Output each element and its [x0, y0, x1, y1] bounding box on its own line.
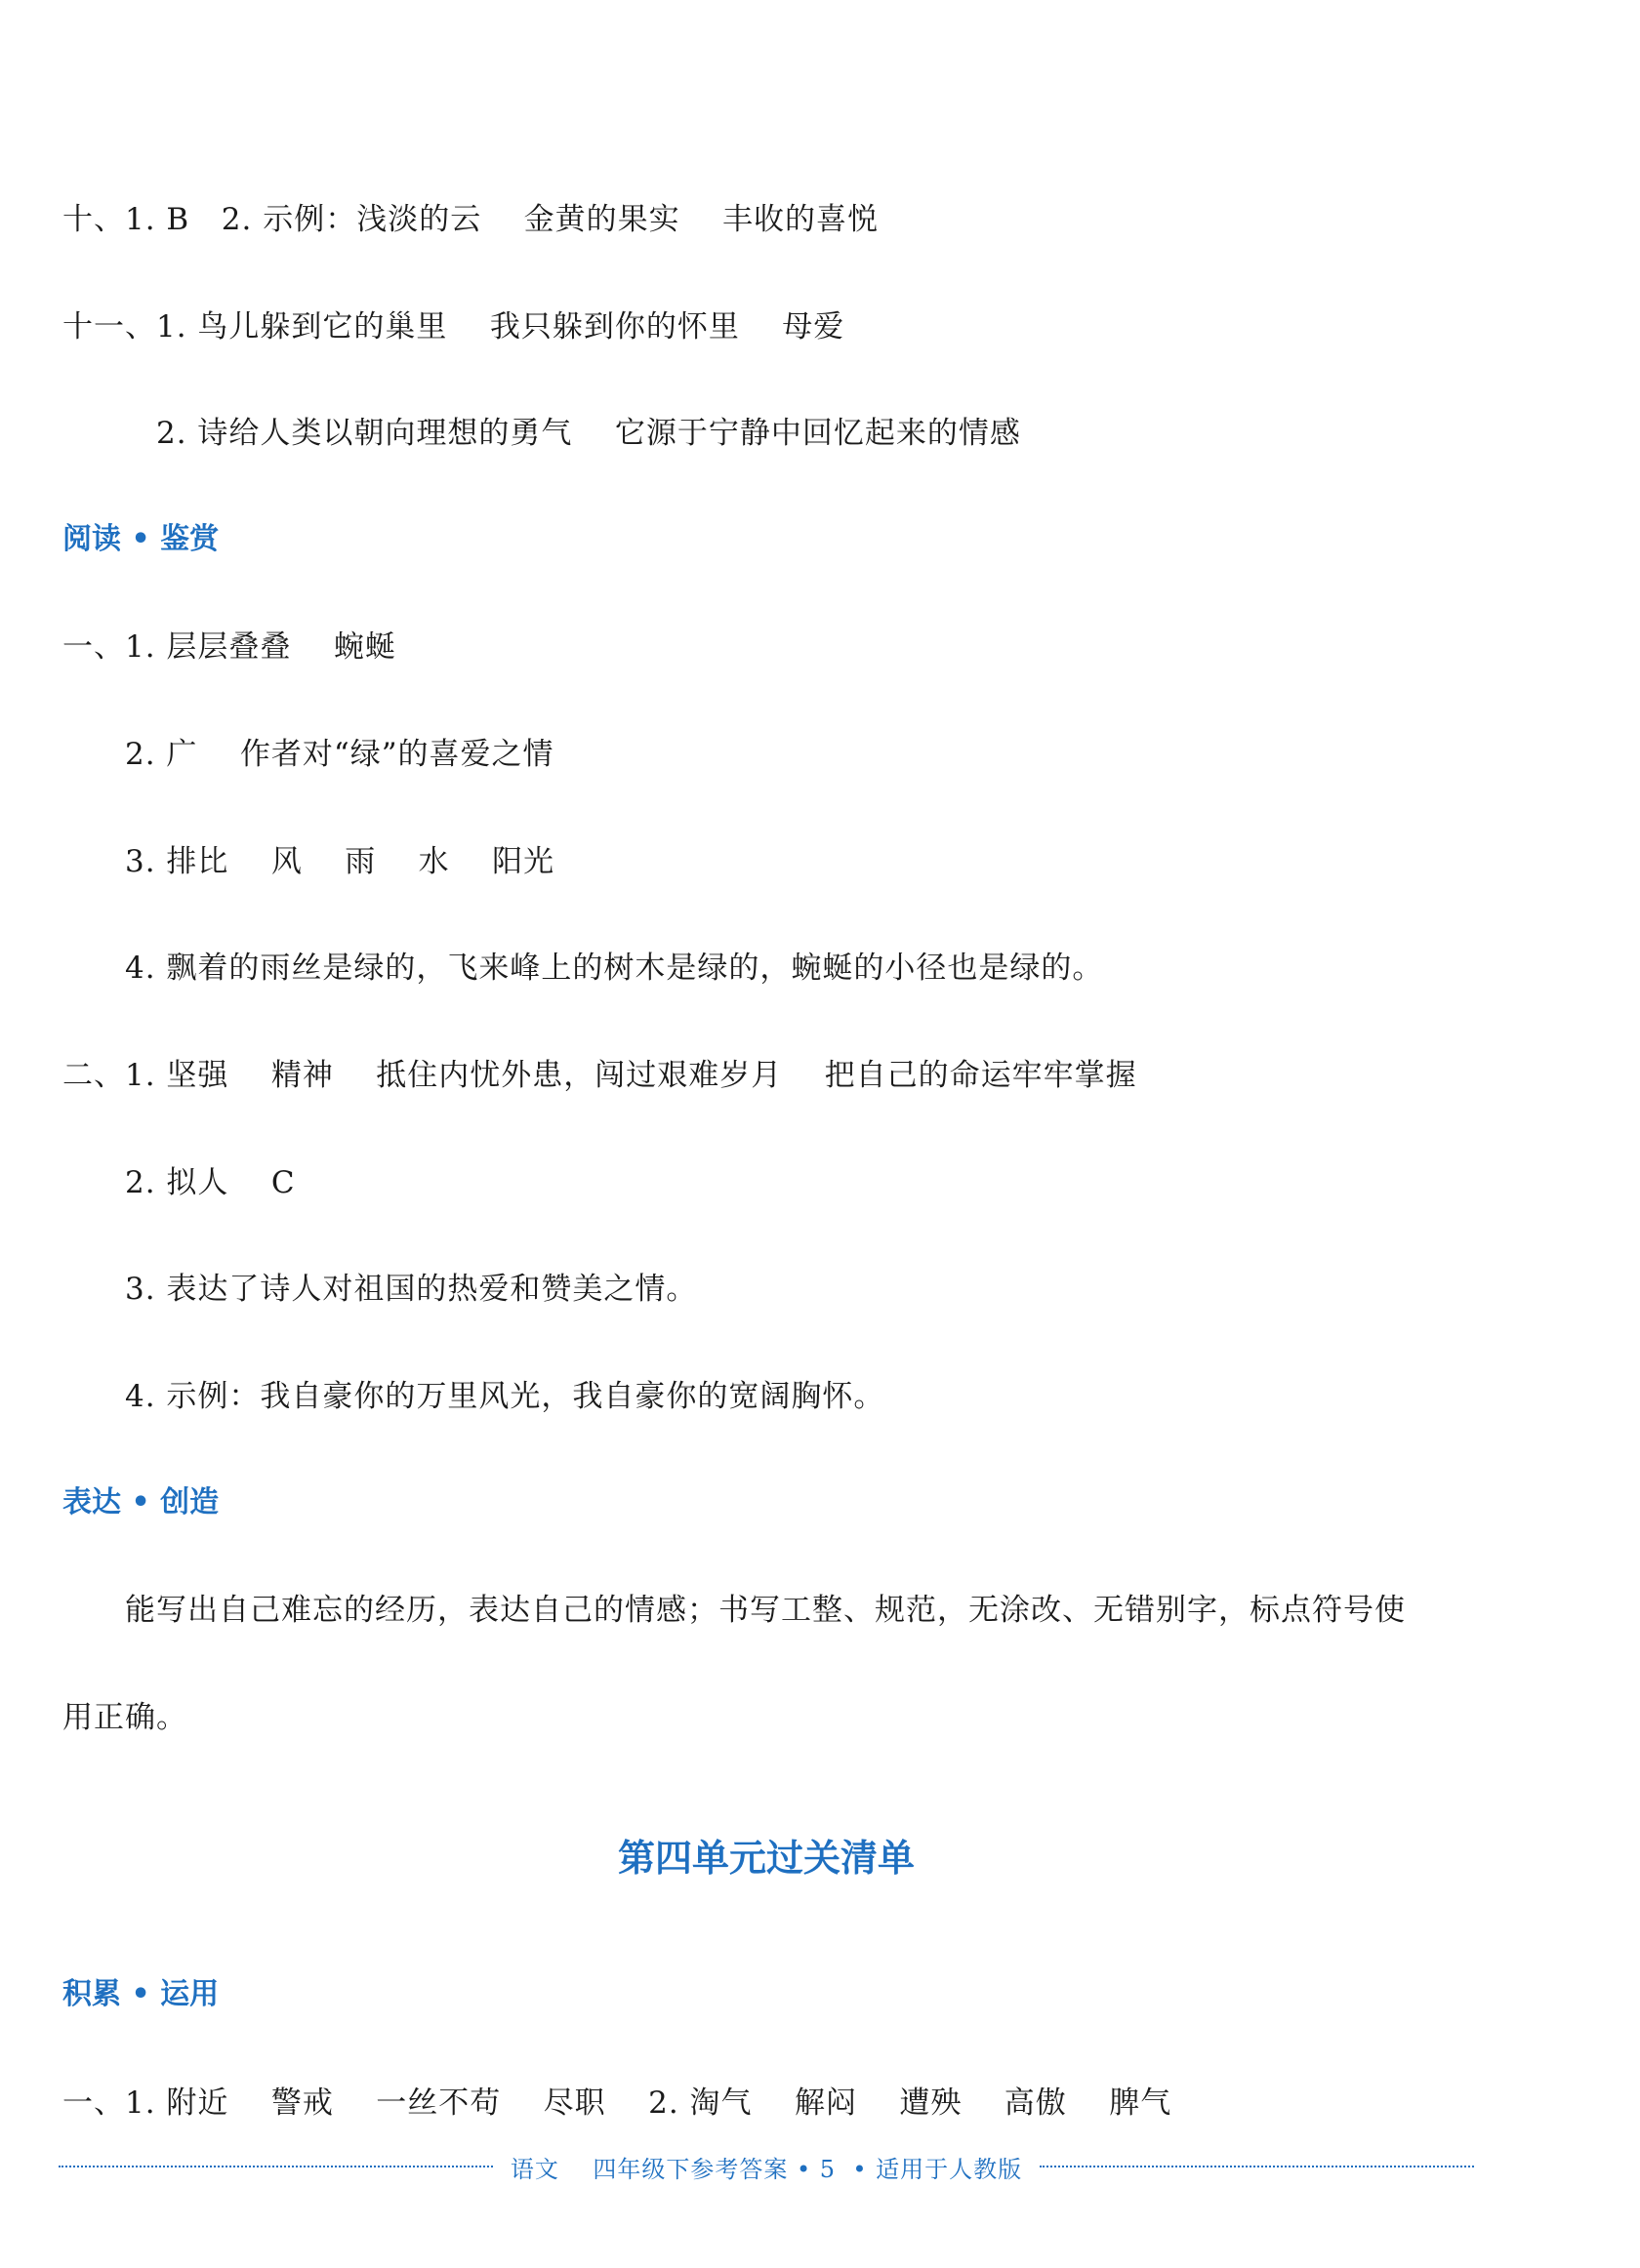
paragraph-line-2: 用正确。 — [62, 1700, 187, 1735]
page-footer — [59, 2147, 1474, 2186]
answer-line-1-1: 一、1. 层层叠叠 蜿蜒 — [62, 629, 396, 665]
footer-dots-right — [1040, 2166, 1474, 2167]
answer-line-2-4: 4. 示例：我自豪你的万里风光，我自豪你的宽阔胸怀。 — [125, 1379, 885, 1414]
answer-line-10: 十、1. B 2. 示例：浅淡的云 金黄的果实 丰收的喜悦 — [62, 202, 880, 237]
answer-line-2-2: 2. 拟人 C — [125, 1165, 296, 1200]
footer-dots-left — [59, 2166, 493, 2167]
answer-line-unit4-1: 一、1. 附近 警戒 一丝不苟 尽职 2. 淘气 解闷 遭殃 高傲 脾气 — [62, 2086, 1172, 2121]
answer-line-11-2: 2. 诗给人类以朝向理想的勇气 它源于宁静中回忆起来的情感 — [156, 416, 1021, 451]
footer-text: 语文 四年级下参考答案 • 5 • 适用于人教版 — [510, 2155, 1023, 2183]
answer-line-1-2: 2. 广 作者对“绿”的喜爱之情 — [125, 737, 554, 772]
answer-line-2-3: 3. 表达了诗人对祖国的热爱和赞美之情。 — [125, 1272, 698, 1307]
paragraph-line-1: 能写出自己难忘的经历，表达自己的情感；书写工整、规范，无涂改、无错别字，标点符号使 — [125, 1593, 1406, 1628]
answer-line-11-1: 十一、1. 鸟儿躲到它的巢里 我只躲到你的怀里 母爱 — [62, 309, 845, 344]
section-heading-reading: 阅读 • 鉴赏 — [62, 522, 220, 556]
section-heading-accumulation: 积累 • 运用 — [62, 1977, 220, 2011]
answer-line-1-4: 4. 飘着的雨丝是绿的，飞来峰上的树木是绿的，蜿蜒的小径也是绿的。 — [125, 951, 1104, 986]
answer-line-2-1: 二、1. 坚强 精神 抵住内忧外患，闯过艰难岁月 把自己的命运牢牢掌握 — [62, 1058, 1137, 1093]
chapter-title: 第四单元过关清单 — [617, 1836, 915, 1880]
answer-line-1-3: 3. 排比 风 雨 水 阳光 — [125, 844, 555, 879]
section-heading-expression: 表达 • 创造 — [62, 1485, 220, 1519]
